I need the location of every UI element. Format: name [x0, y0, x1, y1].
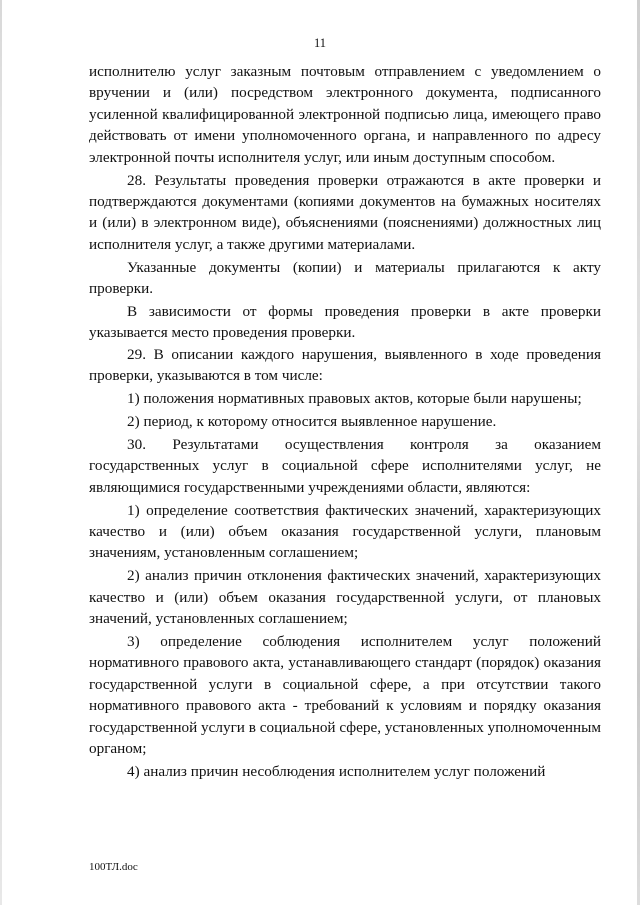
paragraph-29-item-1: 1) положения нормативных правовых актов, которые были нарушены;	[127, 390, 582, 408]
page-number: 11	[313, 36, 327, 50]
paragraph-continuation: исполнителю услуг заказным почтовым отправлением с уведомлением о вручении и (или) посредством электронного документа, подписанного усиленной квалифицированной электронной подписью лица, имеющего право действовать от имени уполномоченного органа, и направленного по адресу электронной почты исполнителя услуг, или иным доступным способом.	[89, 63, 601, 166]
paragraph-30-item-2: 2) анализ причин отклонения фактических значений, характеризующих качество и (или) объем оказания государственной услуги, от плановых значений, установленных соглашением;	[89, 567, 601, 628]
paragraph-28-attachments: Указанные документы (копии) и материалы прилагаются к акту проверки.	[89, 258, 601, 298]
paragraph-29: 29. В описании каждого нарушения, выявленного в ходе проведения проверки, указываются в том числе:	[89, 345, 601, 385]
scan-edge-left	[0, 0, 2, 905]
paragraph-29-item-2: 2) период, к которому относится выявленное нарушение.	[127, 413, 497, 430]
paragraph-30-item-3: 3) определение соблюдения исполнителем услуг положений нормативного правового акта, устанавливающего стандарт (порядок) оказания государственной услуги в социальной сфере, а при отсутствии такого нормативного правового акта - требований к условиям и порядку оказания государственной услуги в социальной сфере, установленных уполномоченным органом;	[89, 633, 601, 758]
paragraph-30: 30. Результатами осуществления контроля за оказанием государственных услуг в социальной сфере исполнителями услуг, не являющимися государственными учреждениями области, являются:	[89, 435, 601, 496]
paragraph-28-place: В зависимости от формы проведения проверки в акте проверки указывается место проведения проверки.	[89, 302, 601, 342]
paragraph-30-item-4: 4) анализ причин несоблюдения исполнителем услуг положений	[127, 763, 546, 780]
paragraph-28: 28. Результаты проведения проверки отражаются в акте проверки и подтверждаются документами (копиями документов на бумажных носителях и (или) в электронном виде), объяснениями (пояснениями) должностных лиц исполнителя услуг, а также другими материалами.	[89, 171, 601, 253]
document-body	[89, 61, 601, 782]
file-name-footer: 100ТЛ.doc	[89, 861, 138, 873]
paragraph-30-item-1: 1) определение соответствия фактических значений, характеризующих качество и (или) объем оказания государственной услуги, плановым значениям, установленным соглашением;	[89, 501, 601, 562]
